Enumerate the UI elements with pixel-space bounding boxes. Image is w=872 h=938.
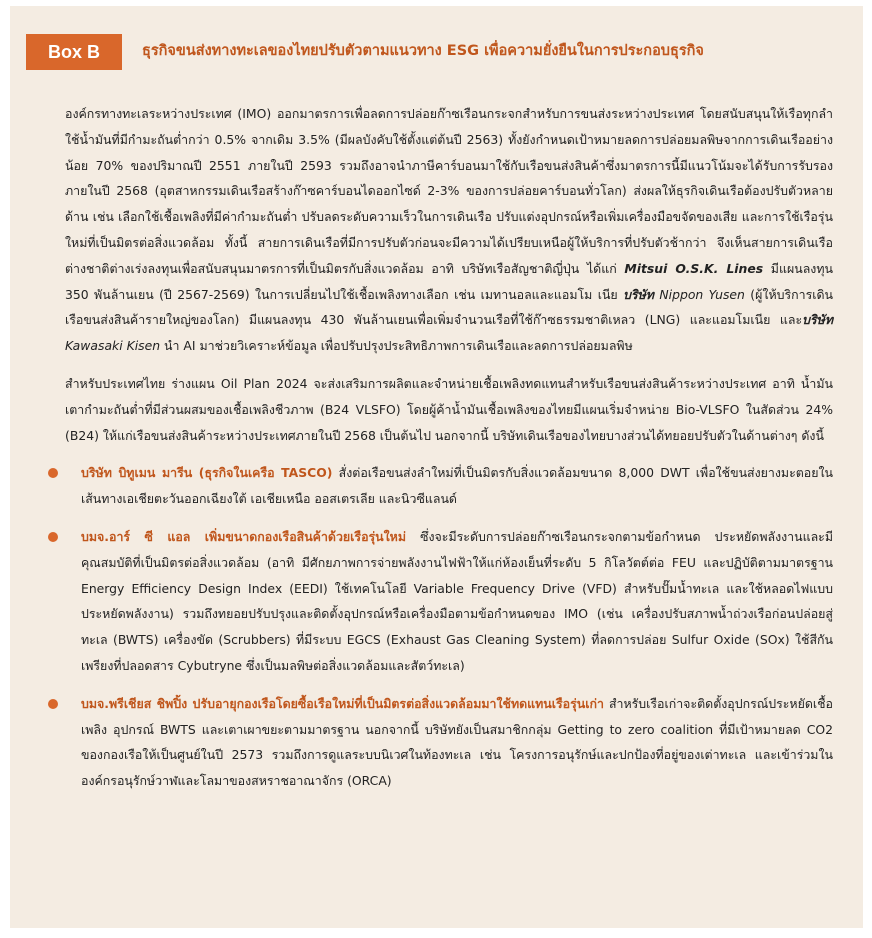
list-item — [65, 524, 833, 679]
paragraph-thailand: สำหรับประเทศไทย ร่างแผน Oil Plan 2024 จะส่งเสริมการผลิตและจำหน่ายเชื้อเพลิงทดแทนสำหรับเรือขนส่งสินค้าระหว่างประเทศ อาทิ น้ำมันเตากำมะถันต่ำที่มีส่วนผสมของเชื้อเพลิงชีวภาพ (B24 VLSFO) โดยผู้ค้าน้ำมันเชื้อเพลิงของไทยมีแผนเริ่มจำหน่าย Bio-VLSFO ในสัดส่วน 24% (B24) ให้แก่เรือขนส่งสินค้าระหว่างประเทศภายในปี 2568 เป็นต้นไป นอกจากนี้ บริษัทเดินเรือของไทยบางส่วนได้ทยอยปรับตัวในด้านต่างๆ ดังนี้ — [65, 375, 833, 443]
bullet-highlight: บริษัท บิทูเมน มารีน (ธุรกิจในเครือ TASCO) — [81, 465, 333, 481]
paragraph-text: องค์กรทางทะเลระหว่างประเทศ (IMO) ออกมาตรการเพื่อลดการปล่อยก๊าซเรือนกระจกสำหรับการขนส่งระหว่างประเทศ โดยสนับสนุนให้เรือทุกลำใช้น้ำมันที่มีกำมะถันต่ำกว่า 0.5% จากเดิม 3.5% (มีผลบังคับใช้ตั้งแต่ต้นปี 2563) ทั้งยังกำหนดเป้าหมายลดการปล่อยมลพิษจากการเดินเรืออย่างน้อย 70% ของปริมาณปี 2551 ภายในปี 2593 รวมถึงอาจนำภาษีคาร์บอนมาใช้กับเรือขนส่งสินค้าซึ่งมาตรการนี้มีแนวโน้มจะได้รับการรับรองภายในปี 2568 (อุตสาหกรรมเดินเรือสร้างก๊าซคาร์บอนไดออกไซด์ 2-3% ของการปล่อยคาร์บอนทั่วโลก) ส่งผลให้ธุรกิจเดินเรือต้องปรับตัวหลายด้าน เช่น เลือกใช้เชื้อเพลิงที่มีค่ากำมะถันต่ำ ปรับลดระดับความเร็วในการเดินเรือ ปรับแต่งอุปกรณ์หรือเพิ่มเครื่องมือขจัดของเสีย และการใช้เรือรุ่นใหม่ที่เป็นมิตรต่อสิ่งแวดล้อม ทั้งนี้ สายการเดินเรือที่มีการปรับตัวก่อนจะมีความได้เปรียบเหนือผู้ให้บริการที่ปรับตัวช้ากว่า จึงเห็นสายการเดินเรือต่างชาติต่างเร่งลงทุนเพื่อสนับสนุนมาตรการที่เป็นมิตรกับสิ่งแวดล้อม อาทิ บริษัทเรือสัญชาติญี่ปุ่น ได้แก่ — [65, 106, 833, 276]
company-kawasaki: Kawasaki Kisen — [65, 338, 161, 354]
company-bullet-list — [65, 460, 833, 794]
bullet-dot-icon — [48, 468, 58, 478]
paragraph-text: มีแผนลงทุน 350 พันล้านเยน (ปี 2567-2569) ในการเปลี่ยนไปใช้เชื้อเพลิงทางเลือก เช่น เมทานอลและแอมโม เนีย — [65, 260, 833, 302]
bullet-text: สั่งต่อเรือขนส่งลำใหม่ที่เป็นมิตรกับสิ่งแวดล้อมขนาด 8,000 DWT เพื่อใช้ขนส่งยางมะตอยในเส้นทางเอเชียตะวันออกเฉียงใต้ เอเชียเหนือ ออสเตรเลีย และนิวซีแลนด์ — [81, 465, 834, 507]
box-badge: Box B — [26, 34, 122, 70]
paragraph-text: นำ AI มาช่วยวิเคราะห์ข้อมูล เพื่อปรับปรุงประสิทธิภาพการเดินเรือและลดการปล่อยมลพิษ — [160, 338, 633, 354]
box-header — [26, 34, 847, 72]
company-nippon-label: บริษัท — [623, 286, 654, 302]
company-nippon: Nippon Yusen — [653, 286, 745, 302]
company-kawasaki-label: บริษัท — [802, 312, 833, 328]
bullet-highlight: บมจ.อาร์ ซี แอล เพิ่มขนาดกองเรือสินค้าด้วยเรือรุ่นใหม่ — [81, 528, 407, 544]
bullet-highlight: บมจ.พรีเชียส ชิพปิ้ง ปรับอายุกองเรือโดยซื้อเรือใหม่ที่เป็นมิตรต่อสิ่งแวดล้อมมาใช้ทดแทนเรือรุ่นเก่า — [81, 695, 604, 711]
paragraph-text: (ผู้ให้บริการเดินเรือขนส่งสินค้ารายใหญ่ของโลก) มีแผนลงทุน 430 พันล้านเยนเพื่อเพิ่มจำนวนเรือที่ใช้ก๊าซธรรมชาติเหลว (LNG) และแอมโมเนีย และ — [65, 286, 834, 328]
bullet-dot-icon — [48, 699, 58, 709]
box-title: ธุรกิจขนส่งทางทะเลของไทยปรับตัวตามแนวทาง ESG เพื่อความยั่งยืนในการประกอบธุรกิจ — [142, 43, 704, 59]
bullet-text: สำหรับเรือเก่าจะติดตั้งอุปกรณ์ประหยัดเชื้อเพลิง อุปกรณ์ BWTS และเตาเผาขยะตามมาตรฐาน นอกจากนี้ บริษัทยังเป็นสมาชิกกลุ่ม Getting to zero coalition ที่มีเป้าหมายลด CO2 ของกองเรือให้เป็นศูนย์ในปี 2573 รวมถึงการดูแลระบบนิเวศในท้องทะเล เช่น โครงการอนุรักษ์และปกป้องที่อยู่ของเต่าทะเล และเข้าร่วมในองค์กรอนุรักษ์วาฬและโลมาของสหราชอาณาจักร (ORCA) — [81, 695, 833, 789]
list-item — [65, 691, 833, 794]
company-mitsui: Mitsui O.S.K. Lines — [624, 260, 764, 276]
list-item — [65, 460, 833, 512]
bullet-dot-icon — [48, 532, 58, 542]
box-content — [65, 101, 833, 806]
paragraph-imo — [65, 101, 833, 359]
bullet-text: ซึ่งจะมีระดับการปล่อยก๊าซเรือนกระจกตามข้อกำหนด ประหยัดพลังงานและมีคุณสมบัติที่เป็นมิตรต่อสิ่งแวดล้อม (อาทิ มีศักยภาพการจ่ายพลังงานไฟฟ้าให้แก่ห้องเย็นที่ระดับ 5 กิโลวัตต์ต่อ FEU และปฏิบัติตามมาตรฐาน Energy Efficiency Design Index (EEDI) ใช้เทคโนโลยี Variable Frequency Drive (VFD) สำหรับปั๊มน้ำทะเล และใช้หลอดไฟแบบประหยัดพลังงาน) รวมถึงทยอยปรับปรุงและติดตั้งอุปกรณ์หรือเครื่องมือตามข้อกำหนดของ IMO (เช่น เครื่องปรับสภาพน้ำถ่วงเรือก่อนปล่อยสู่ทะเล (BWTS) เครื่องขัด (Scrubbers) ที่มีระบบ EGCS (Exhaust Gas Cleaning System) ที่ลดการปล่อย Sulfur Oxide (SOx) ใช้สีกันเพรียงที่ปลอดสาร Cybutryne ซึ่งเป็นมลพิษต่อสิ่งแวดล้อมและสัตว์ทะเล) — [81, 528, 834, 673]
box-b-panel — [10, 6, 863, 928]
